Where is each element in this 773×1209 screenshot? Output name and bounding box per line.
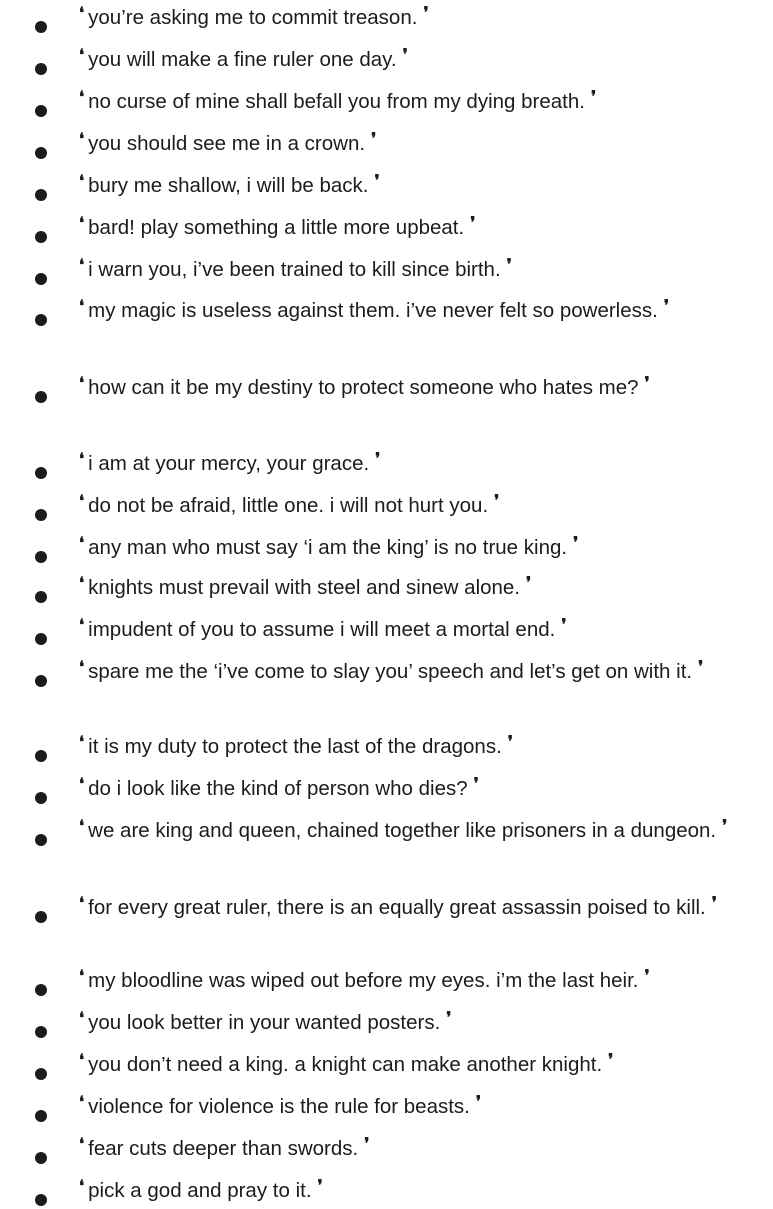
- prompt-body: bard! play something a little more upbeat.: [88, 216, 465, 239]
- prompt-body: pick a god and pray to it.: [88, 1179, 312, 1202]
- open-quote-mark: ❛: [79, 732, 85, 751]
- prompt-text: [79, 1048, 749, 1083]
- open-quote-mark: ❛: [79, 816, 85, 835]
- close-quote-mark: ❜: [375, 449, 381, 468]
- prompt-text: [79, 1, 749, 36]
- close-quote-mark: ❜: [317, 1176, 323, 1195]
- bullet-icon: [35, 21, 47, 33]
- bullet-icon: [35, 1110, 47, 1122]
- close-quote-mark: ❜: [507, 732, 513, 751]
- prompt-body: my bloodline was wiped out before my eyes. i’m the last heir.: [88, 969, 639, 992]
- bullet-icon: [35, 551, 47, 563]
- prompt-text: [79, 169, 749, 204]
- bullet-icon: [35, 834, 47, 846]
- bullet-icon: [35, 314, 47, 326]
- prompt-text: [79, 730, 749, 765]
- open-quote-mark: ❛: [79, 657, 85, 676]
- prompt-body: i am at your mercy, your grace.: [88, 452, 370, 475]
- close-quote-mark: ❜: [644, 966, 650, 985]
- prompt-body: impudent of you to assume i will meet a mortal end.: [88, 618, 556, 641]
- bullet-icon: [35, 633, 47, 645]
- bullet-icon: [35, 675, 47, 687]
- open-quote-mark: ❛: [79, 3, 85, 22]
- prompt-text: [79, 489, 749, 524]
- close-quote-mark: ❜: [402, 45, 408, 64]
- close-quote-mark: ❜: [446, 1008, 452, 1027]
- close-quote-mark: ❜: [608, 1050, 614, 1069]
- close-quote-mark: ❜: [711, 893, 717, 912]
- prompt-text: [79, 1090, 749, 1125]
- bullet-icon: [35, 467, 47, 479]
- bullet-icon: [35, 63, 47, 75]
- prompt-body: violence for violence is the rule for beasts.: [88, 1095, 470, 1118]
- close-quote-mark: ❜: [371, 129, 377, 148]
- open-quote-mark: ❛: [79, 87, 85, 106]
- prompt-body: fear cuts deeper than swords.: [88, 1137, 359, 1160]
- prompt-body: we are king and queen, chained together like prisoners in a dungeon.: [88, 819, 717, 842]
- prompt-body: you’re asking me to commit treason.: [88, 6, 418, 29]
- open-quote-mark: ❛: [79, 171, 85, 190]
- prompt-body: do i look like the kind of person who dies?: [88, 777, 468, 800]
- close-quote-mark: ❜: [470, 213, 476, 232]
- close-quote-mark: ❜: [494, 491, 500, 510]
- prompt-body: you don’t need a king. a knight can make another knight.: [88, 1053, 603, 1076]
- open-quote-mark: ❛: [79, 533, 85, 552]
- open-quote-mark: ❛: [79, 1092, 85, 1111]
- open-quote-mark: ❛: [79, 373, 85, 392]
- bullet-icon: [35, 1152, 47, 1164]
- prompt-text: [79, 814, 749, 849]
- prompt-body: do not be afraid, little one. i will not hurt you.: [88, 494, 489, 517]
- bullet-icon: [35, 147, 47, 159]
- open-quote-mark: ❛: [79, 1134, 85, 1153]
- open-quote-mark: ❛: [79, 966, 85, 985]
- prompt-body: you should see me in a crown.: [88, 132, 366, 155]
- prompt-body: no curse of mine shall befall you from my dying breath.: [88, 90, 585, 113]
- prompt-text: [79, 772, 749, 807]
- prompt-text: [79, 127, 749, 162]
- prompt-body: my magic is useless against them. i’ve never felt so powerless.: [88, 299, 658, 322]
- prompt-body: you will make a fine ruler one day.: [88, 48, 397, 71]
- bullet-icon: [35, 1194, 47, 1206]
- prompt-body: you look better in your wanted posters.: [88, 1011, 441, 1034]
- open-quote-mark: ❛: [79, 255, 85, 274]
- bullet-icon: [35, 273, 47, 285]
- close-quote-mark: ❜: [698, 657, 704, 676]
- close-quote-mark: ❜: [526, 573, 532, 592]
- bullet-icon: [35, 391, 47, 403]
- close-quote-mark: ❜: [644, 373, 650, 392]
- prompt-text: [79, 371, 749, 406]
- prompt-text: [79, 447, 749, 482]
- prompt-text: [79, 253, 749, 288]
- prompt-text: [79, 211, 749, 246]
- prompt-text: [79, 964, 749, 999]
- prompt-text: [79, 613, 749, 648]
- prompt-body: any man who must say ‘i am the king’ is no true king.: [88, 536, 568, 559]
- prompt-body: for every great ruler, there is an equally great assassin poised to kill.: [88, 896, 706, 919]
- open-quote-mark: ❛: [79, 573, 85, 592]
- close-quote-mark: ❜: [475, 1092, 482, 1111]
- open-quote-mark: ❛: [79, 1050, 85, 1069]
- close-quote-mark: ❜: [364, 1134, 370, 1153]
- prompt-text: [79, 891, 749, 926]
- bullet-icon: [35, 792, 47, 804]
- prompt-text: [79, 43, 749, 78]
- close-quote-mark: ❜: [663, 296, 669, 315]
- prompt-body: how can it be my destiny to protect someone who hates me?: [88, 376, 639, 399]
- prompt-text: [79, 85, 749, 120]
- prompt-text: [79, 1174, 749, 1209]
- prompt-text: [79, 531, 749, 566]
- close-quote-mark: ❜: [423, 3, 429, 22]
- bullet-icon: [35, 231, 47, 243]
- open-quote-mark: ❛: [79, 45, 85, 64]
- open-quote-mark: ❛: [79, 213, 85, 232]
- open-quote-mark: ❛: [79, 296, 85, 315]
- prompt-text: [79, 1132, 749, 1167]
- open-quote-mark: ❛: [79, 1008, 85, 1027]
- bullet-icon: [35, 509, 47, 521]
- prompt-text: [79, 1006, 749, 1041]
- open-quote-mark: ❛: [79, 615, 85, 634]
- prompt-body: it is my duty to protect the last of the dragons.: [88, 735, 502, 758]
- open-quote-mark: ❛: [79, 774, 85, 793]
- close-quote-mark: ❜: [590, 87, 597, 106]
- close-quote-mark: ❜: [374, 171, 380, 190]
- bullet-icon: [35, 911, 47, 923]
- open-quote-mark: ❛: [79, 893, 85, 912]
- prompt-body: bury me shallow, i will be back.: [88, 174, 369, 197]
- prompt-body: spare me the ‘i’ve come to slay you’ speech and let’s get on with it.: [88, 660, 693, 683]
- open-quote-mark: ❛: [79, 449, 85, 468]
- prompt-text: [79, 294, 749, 329]
- open-quote-mark: ❛: [79, 491, 85, 510]
- bullet-icon: [35, 1026, 47, 1038]
- close-quote-mark: ❜: [573, 533, 579, 552]
- open-quote-mark: ❛: [79, 1176, 85, 1195]
- prompt-text: [79, 655, 749, 690]
- bullet-icon: [35, 591, 47, 603]
- bullet-icon: [35, 750, 47, 762]
- close-quote-mark: ❜: [722, 816, 728, 835]
- prompt-body: i warn you, i’ve been trained to kill since birth.: [88, 258, 501, 281]
- close-quote-mark: ❜: [506, 255, 512, 274]
- bullet-icon: [35, 1068, 47, 1080]
- bullet-icon: [35, 105, 47, 117]
- close-quote-mark: ❜: [561, 615, 567, 634]
- prompt-body: knights must prevail with steel and sinew alone.: [88, 576, 521, 599]
- close-quote-mark: ❜: [473, 774, 479, 793]
- bullet-icon: [35, 984, 47, 996]
- prompt-text: [79, 571, 749, 606]
- open-quote-mark: ❛: [79, 129, 85, 148]
- bullet-icon: [35, 189, 47, 201]
